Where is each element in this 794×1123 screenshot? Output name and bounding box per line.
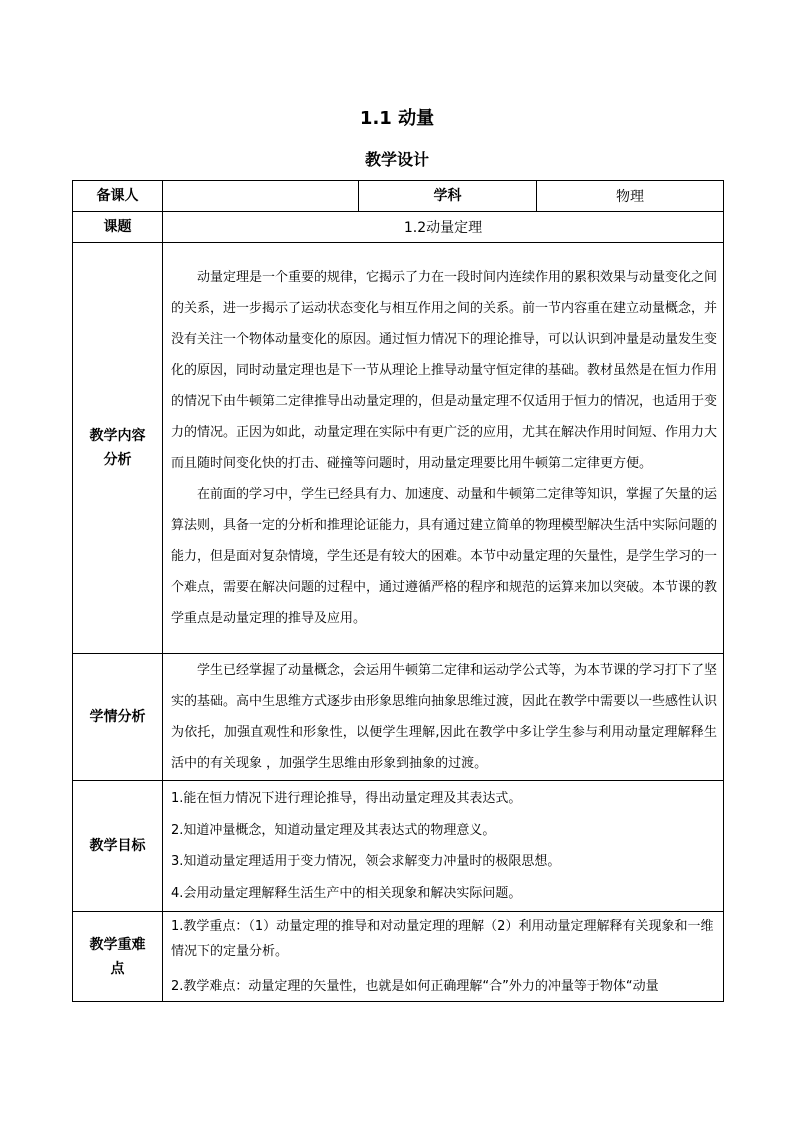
content-analysis-row — [73, 243, 724, 654]
preparer-label: 备课人 — [73, 181, 163, 212]
student-analysis-text — [163, 654, 724, 781]
content-analysis-paragraph: 在前面的学习中，学生已经具有力、加速度、动量和牛顿第二定律等知识，掌握了矢量的运算法则，具备一定的分析和推理论证能力，具有通过建立简单的物理模型解决生活中实际问题的能力，但是面对复杂情境，学生还是有较大的困难。本节中动量定理的矢量性，是学生学习的一个难点，需要在解决问题的过程中，通过遵循严格的程序和规范的运算来加以突破。本节课的教学重点是动量定理的推导及应用。 — [171, 487, 718, 626]
preparer-value — [163, 181, 359, 212]
subject-value: 物理 — [537, 181, 724, 212]
student-analysis-label: 学情分析 — [73, 654, 163, 781]
header-row — [73, 181, 724, 212]
key-points-list — [163, 912, 724, 1002]
teaching-goals-list — [163, 781, 724, 912]
teaching-goal-item: 1.能在恒力情况下进行理论推导，得出动量定理及其表达式。 — [171, 791, 522, 806]
page-title: 1.1 动量 — [359, 108, 435, 129]
key-point-item: 1.教学重点：（1）动量定理的推导和对动量定理的理解（2）利用动量定理解释有关现象和一维情况下的定量分析。 — [171, 919, 714, 959]
student-analysis-paragraph: 学生已经掌握了动量概念，会运用牛顿第二定律和运动学公式等，为本节课的学习打下了坚实的基础。高中生思维方式逐步由形象思维向抽象思维过渡，因此在教学中需要以一些感性认识为依托，加强直观性和形象性，以便学生理解,因此在教学中多让学生参与利用动量定理解释生活中的有关现象 ，加强学生思维由形象到抽象的过渡。 — [171, 663, 718, 771]
topic-label: 课题 — [73, 212, 163, 243]
subject-label: 学科 — [359, 181, 537, 212]
content-analysis-text — [163, 243, 724, 654]
key-point-item: 2.教学难点：动量定理的矢量性，也就是如何正确理解“合”外力的冲量等于物体“动量 — [171, 979, 659, 994]
lesson-plan-table — [72, 180, 724, 1002]
key-points-row — [73, 912, 724, 1002]
content-analysis-paragraph: 动量定理是一个重要的规律，它揭示了力在一段时间内连续作用的累积效果与动量变化之间的关系，进一步揭示了运动状态变化与相互作用之间的关系。前一节内容重在建立动量概念，并没有关注一个物体动量变化的原因。通过恒力情况下的理论推导，可以认识到冲量是动量发生变化的原因，同时动量定理也是下一节从理论上推导动量守恒定律的基础。教材虽然是在恒力作用的情况下由牛顿第二定律推导出动量定理的，但是动量定理不仅适用于恒力的情况，也适用于变力的情况。正因为如此，动量定理在实际中有更广泛的应用，尤其在解决作用时间短、作用力大而且随时间变化快的打击、碰撞等问题时，用动量定理要比用牛顿第二定律更方便。 — [171, 270, 718, 471]
teaching-goal-item: 3.知道动量定理适用于变力情况，领会求解变力冲量时的极限思想。 — [171, 854, 561, 869]
topic-row — [73, 212, 724, 243]
topic-value: 1.2动量定理 — [163, 212, 724, 243]
student-analysis-row — [73, 654, 724, 781]
teaching-goals-label: 教学目标 — [73, 781, 163, 912]
key-points-label: 教学重难点 — [73, 912, 163, 1002]
teaching-goals-row — [73, 781, 724, 912]
teaching-goal-item: 4.会用动量定理解释生活生产中的相关现象和解决实际问题。 — [171, 885, 522, 901]
content-analysis-label: 教学内容分析 — [73, 243, 163, 654]
teaching-goal-item: 2.知道冲量概念，知道动量定理及其表达式的物理意义。 — [171, 822, 496, 838]
page-subtitle: 教学设计 — [364, 150, 429, 169]
